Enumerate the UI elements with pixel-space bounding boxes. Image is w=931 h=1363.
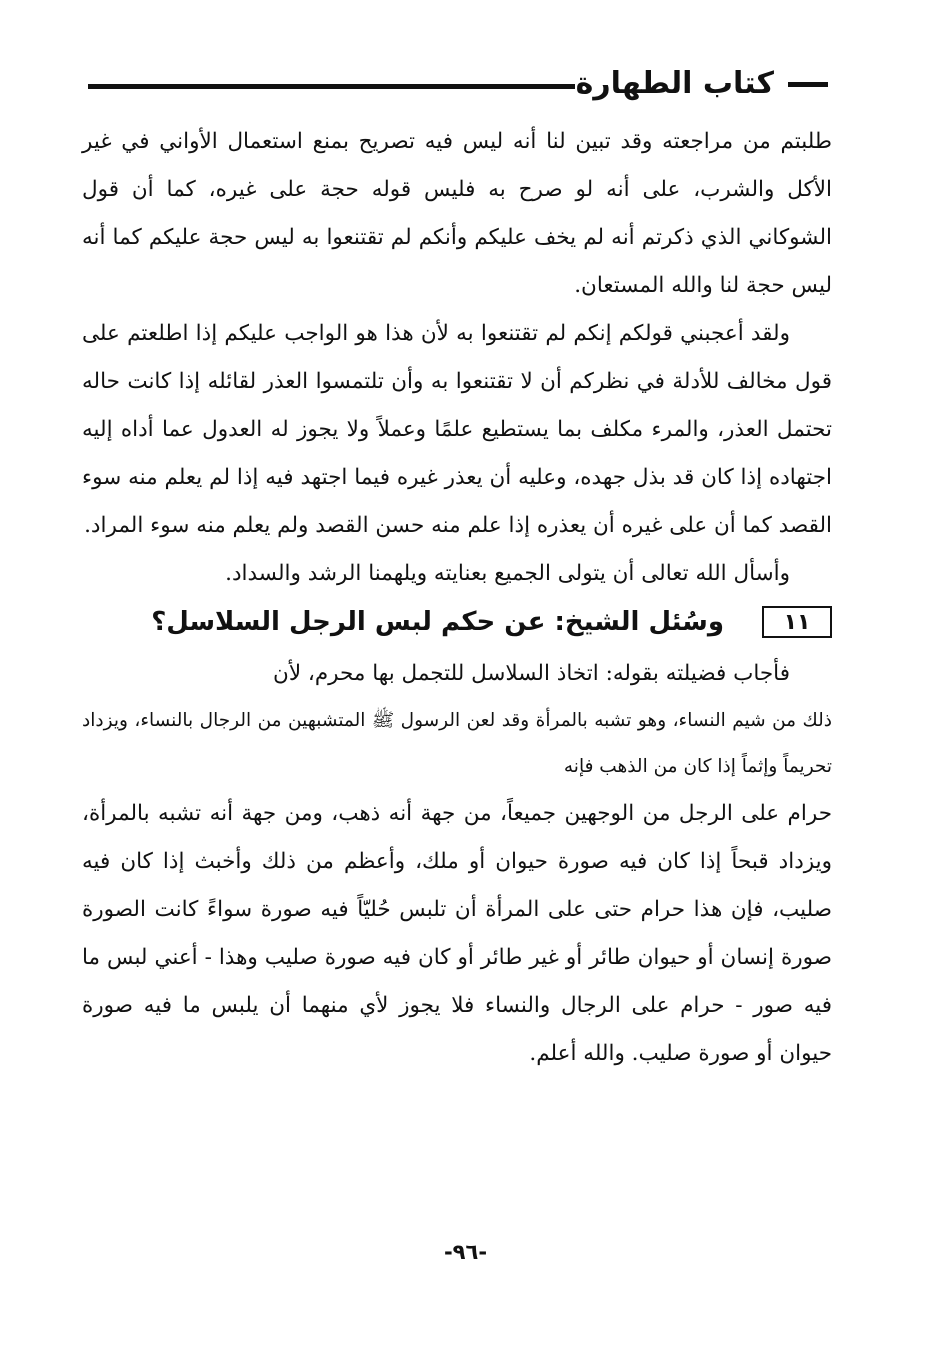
paragraph-excuse: ولقد أعجبني قولكم إنكم لم تقتنعوا به لأن هذا هو الواجب عليكم إذا اطلعتم على قول مخالف للأدلة في نظركم أن لا تقتنعوا به وأن تلتمسوا العذر لقائله إذا كانت حاله تحتمل العذر، والمرء مكلف بما يستطيع علمًا وعملاً ولا يجوز له العدول عما أداه إليه اجتهاده إذا كان قد بذل جهده، وعليه أن يعذر غيره فيما اجتهد فيه إذا لم يعلم منه سوء القصد كما أن على غيره أن يعذره إذا علم منه حسن القصد ولم يعلم منه سوء المراد. (82, 321, 832, 538)
page-number: -٩٦- (443, 1240, 488, 1264)
question-heading (82, 600, 832, 650)
question-text: وسُئل الشيخ: عن حكم لبس الرجل السلاسل؟ (151, 607, 724, 637)
header-rule (88, 84, 575, 89)
header-title: كتاب الطهارة (575, 66, 774, 101)
page-body (82, 118, 832, 1078)
answer-small-lines: ذلك من شيم النساء، وهو تشبه بالمرأة وقد لعن الرسول ﷺ المتشبهين من الرجال بالنساء، ويزداد تحريماً وإثماً إذا كان من الذهب فإنه (82, 710, 832, 777)
running-header (88, 62, 828, 106)
paragraph-prayer: وأسأل الله تعالى أن يتولى الجميع بعنايته ويلهمنا الرشد والسداد. (225, 561, 790, 586)
answer-body: حرام على الرجل من الوجهين جميعاً، من جهة أنه ذهب، ومن جهة أنه تشبه بالمرأة، ويزداد قبحاً إذا كان فيه صورة حيوان أو ملك، وأعظم من ذلك وأخبث إذا كان فيه صليب، فإن هذا حرام حتى على المرأة أن تلبس حُليّاً فيه صورة سواءً كانت الصورة صورة إنسان أو حيوان طائر أو غير طائر أو كان فيه صورة صليب وهذا - أعني لبس ما فيه صور - حرام على الرجال والنساء فلا يجوز لأي منهما أن يلبس ما فيه صورة حيوان أو صورة صليب. والله أعلم. (82, 801, 832, 1066)
question-number-box: ١١ (762, 606, 832, 638)
header-rule-short (788, 82, 828, 87)
paragraph-continuation: طلبتم من مراجعته وقد تبين لنا أنه ليس فيه تصريح بمنع استعمال الأواني في غير الأكل والشرب، على أنه لو صرح به فليس قوله حجة على غيره، كما أن قول الشوكاني الذي ذكرتم أنه لم يخف عليكم وأنكم لم تقتنعوا به ليس حجة عليكم كما أنه ليس حجة لنا والله المستعان. (82, 129, 832, 298)
answer-intro: فأجاب فضيلته بقوله: اتخاذ السلاسل للتجمل بها محرم، لأن (273, 661, 790, 686)
